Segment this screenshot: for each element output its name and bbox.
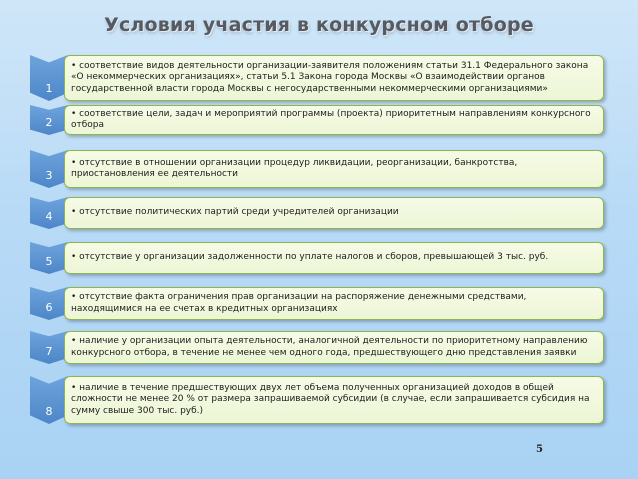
condition-row-7 [0,331,638,364]
item-number: 8 [45,405,53,418]
condition-text: • отсутствие в отношении организации процедур ликвидации, реорганизации, банкротства, приостановления ее деятельности [71,157,518,179]
condition-text: • соответствие цели, задач и мероприятий программы (проекта) приоритетным направлениям конкурсного отбора [71,108,591,130]
item-number: 3 [45,169,53,182]
condition-text: • отсутствие политических партий среди учредителей организации [71,207,399,218]
condition-text: • наличие у организации опыта деятельности, аналогичной деятельности по приоритетному направлению конкурсного отбора, в течение не менее чем одного года, предшествующего дню представления заявки [71,336,588,358]
condition-row-1 [0,55,638,101]
condition-box [64,331,604,364]
condition-row-3 [0,150,638,188]
item-number: 4 [45,210,53,223]
slide-title: Условия участия в конкурсном отборе [104,14,534,36]
condition-row-2 [0,105,638,135]
condition-row-8 [0,376,638,424]
condition-box [64,287,604,320]
item-number: 7 [45,345,53,358]
item-number: 1 [45,82,53,95]
page-number: 5 [536,444,543,455]
condition-row-4 [0,197,638,229]
condition-box [64,242,604,274]
condition-text: • наличие в течение предшествующих двух лет объема полученных организацией доходов в общей сложности не менее 20 % от размера запрашиваемой субсидии (в случае, если запрашивается субсидия на сумму свыше 300 тыс. руб.) [71,382,590,416]
condition-row-5 [0,242,638,274]
condition-box [64,376,604,424]
condition-box [64,150,604,188]
item-number: 2 [45,116,53,129]
condition-text: • отсутствие факта ограничения прав организации на распоряжение денежными средствами, находящимися на ее счетах в кредитных организациях [71,292,527,314]
item-number: 6 [45,301,53,314]
condition-box [64,105,604,135]
condition-box [64,197,604,229]
condition-text: • соответствие видов деятельности организации-заявителя положениям статьи 31.1 Федерального закона «О некоммерческих организациях», статьи 5.1 Закона города Москвы «О взаимодействии органов государственной власти города Москвы с негосударственными некоммерческими организациями» [71,60,589,94]
item-number: 5 [45,255,53,268]
condition-box [64,55,604,101]
condition-row-6 [0,287,638,320]
condition-text: • отсутствие у организации задолженности по уплате налогов и сборов, превышающей 3 тыс. руб. [71,252,549,263]
